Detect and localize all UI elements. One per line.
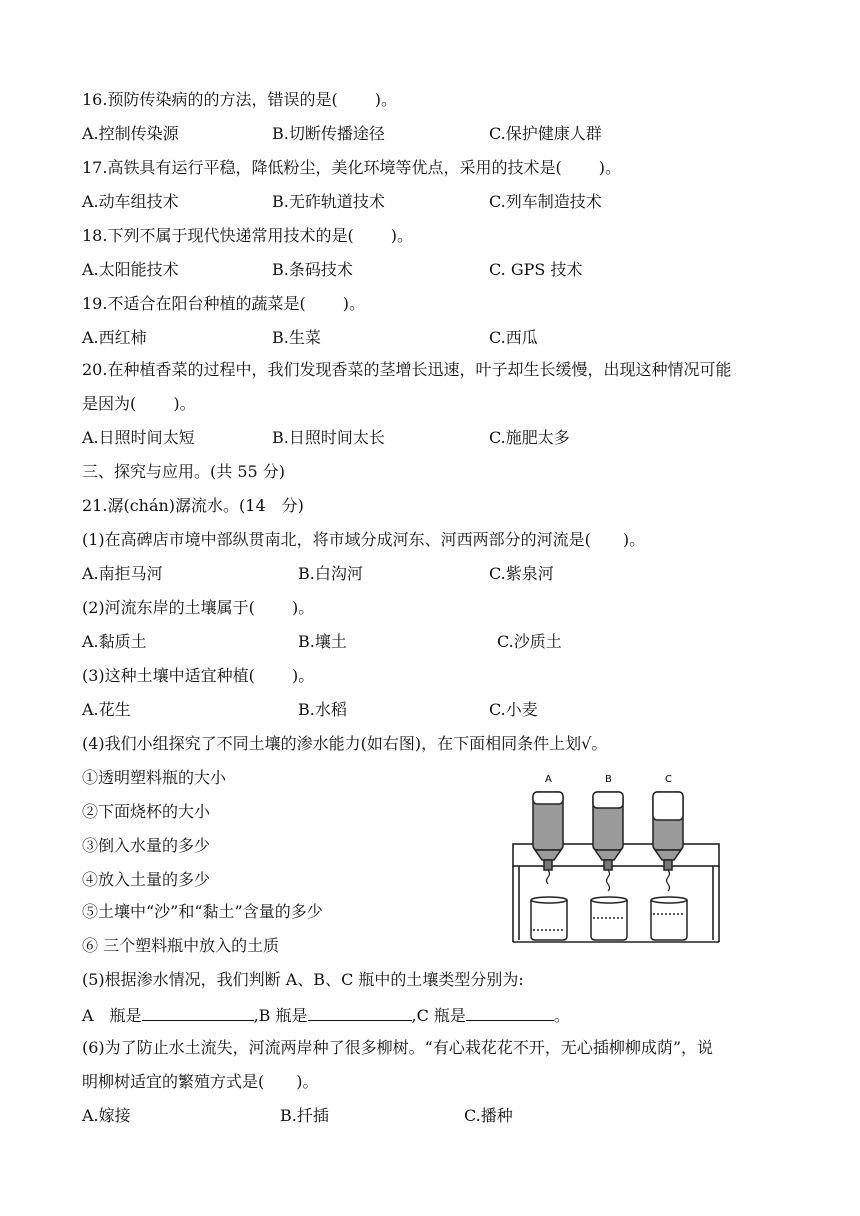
beaker-b [591,900,627,940]
figure-label-b: B [605,774,612,785]
soil-seepage-apparatus-figure [505,770,725,950]
a-bottle-label: A 瓶是 [82,1006,142,1025]
q20-stem-line1: 20.在种植香菜的过程中，我们发现香菜的茎增长迅速，叶子却生长缓慢，出现这种情况可能 [82,360,732,379]
q20-option-b: B.日照时间太长 [272,428,385,447]
q18-option-a: A.太阳能技术 [82,260,179,279]
b-bottle-blank[interactable] [308,1004,412,1021]
q21-p1-option-b: B.白沟河 [298,564,363,583]
q21-p6-option-b: B.扦插 [280,1106,329,1125]
q16-stem: 16.预防传染病的的方法，错误的是( )。 [82,90,398,109]
q21-p6-option-a: A.嫁接 [82,1106,131,1125]
q18-option-b: B.条码技术 [272,260,353,279]
end-mark: 。 [553,1006,570,1025]
q21-p1-stem: (1)在高碑店市境中部纵贯南北，将市域分成河东、河西两部分的河流是( )。 [82,530,646,549]
q21-p3-option-b: B.水稻 [298,700,347,719]
bottle-b [593,792,623,870]
figure-label-c: C [665,774,672,785]
q17-option-c: C.列车制造技术 [489,192,602,211]
bottle-c [653,792,683,870]
q21-p2-option-c: C.沙质土 [497,632,562,651]
q21-p4-item-3: ③倒入水量的多少 [82,836,211,855]
q21-p4-item-6: ⑥ 三个塑料瓶中放入的土质 [82,936,280,955]
q21-p1-option-a: A.南拒马河 [82,564,163,583]
q21-p2-option-a: A.黏质土 [82,632,147,651]
figure-label-a: A [545,774,552,785]
q21-p3-option-a: A.花生 [82,700,131,719]
q21-p4-item-2: ②下面烧杯的大小 [82,802,211,821]
q21-p6-stem-line2: 明柳树适宜的繁殖方式是( )。 [82,1072,319,1091]
b-bottle-label: ,B 瓶是 [253,1006,308,1025]
bottle-a [533,792,563,870]
q21-p6-option-c: C.播种 [464,1106,513,1125]
beaker-a [531,900,567,940]
q21-p4-item-4: ④放入土量的多少 [82,870,211,889]
q21-p6-stem-line1: (6)为了防止水土流失，河流两岸种了很多柳树。“有心栽花花不开，无心插柳柳成荫”，说 [82,1038,714,1057]
q21-p2-stem: (2)河流东岸的土壤属于( )。 [82,598,315,617]
c-bottle-blank[interactable] [466,1004,554,1021]
q21-p1-option-c: C.紫泉河 [489,564,554,583]
q21-title: 21.潺(chán)潺流水。(14 分) [82,496,304,515]
q20-stem-line2: 是因为( )。 [82,394,196,413]
q21-p3-option-c: C.小麦 [489,700,538,719]
q19-option-c: C.西瓜 [489,328,538,347]
q19-option-b: B.生菜 [272,328,321,347]
beaker-c [651,900,687,940]
q18-option-c: C. GPS 技术 [489,260,583,279]
a-bottle-blank[interactable] [142,1004,254,1021]
q16-option-a: A.控制传染源 [82,124,179,143]
q21-p3-stem: (3)这种土壤中适宜种植( )。 [82,666,315,685]
q19-option-a: A.西红柿 [82,328,147,347]
q20-option-a: A.日照时间太短 [82,428,195,447]
q17-option-a: A.动车组技术 [82,192,179,211]
q17-stem: 17.高铁具有运行平稳，降低粉尘，美化环境等优点，采用的技术是( )。 [82,158,622,177]
q21-p2-option-b: B.壤土 [298,632,347,651]
q21-p4-item-1: ①透明塑料瓶的大小 [82,768,227,787]
q21-p5-answer-line [82,1004,570,1024]
c-bottle-label: ,C 瓶是 [411,1006,466,1025]
q21-p4-stem: (4)我们小组探究了不同土壤的渗水能力(如右图)，在下面相同条件上划√。 [82,734,608,753]
q21-p4-item-5: ⑤土壤中“沙”和“黏土”含量的多少 [82,902,323,921]
section-title: 三、探究与应用。(共 55 分) [82,462,286,481]
q19-stem: 19.不适合在阳台种植的蔬菜是( )。 [82,294,366,313]
q16-option-c: C.保护健康人群 [489,124,602,143]
q21-p5-stem: (5)根据渗水情况，我们判断 A、B、C 瓶中的土壤类型分别为: [82,970,524,989]
q17-option-b: B.无砟轨道技术 [272,192,385,211]
q16-option-b: B.切断传播途径 [272,124,385,143]
q18-stem: 18.下列不属于现代快递常用技术的是( )。 [82,226,414,245]
q20-option-c: C.施肥太多 [489,428,570,447]
